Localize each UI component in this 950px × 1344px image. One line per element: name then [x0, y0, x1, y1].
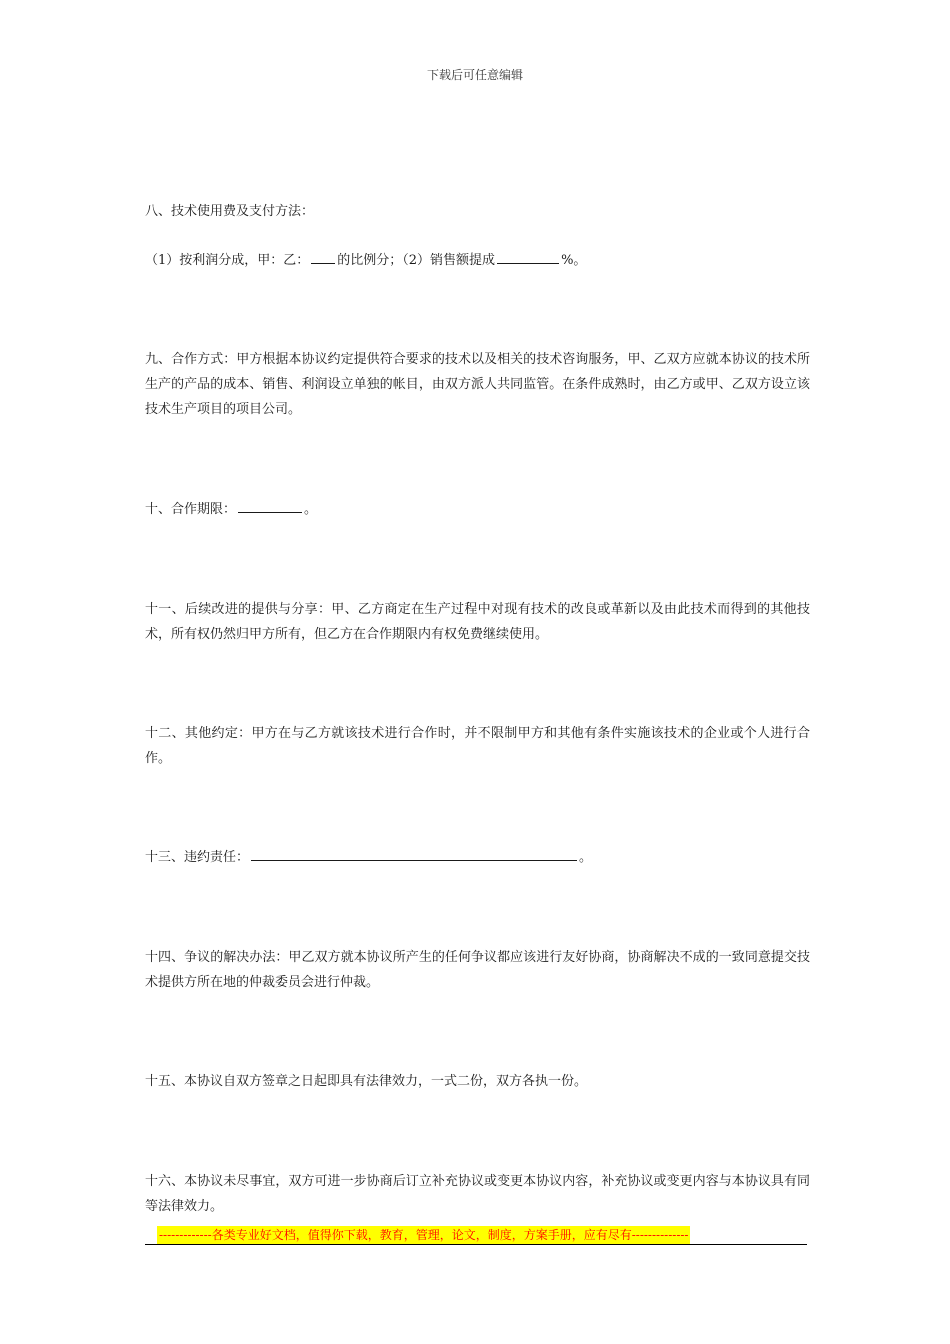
- section-14: 十四、争议的解决办法：甲乙双方就本协议所产生的任何争议都应该进行友好协商，协商解决不成的一致同意提交技术提供方所在地的仲裁委员会进行仲裁。: [145, 950, 810, 990]
- period-blank[interactable]: [238, 498, 302, 513]
- section-13-end: 。: [579, 850, 593, 865]
- profit-share-label: （1）按利润分成，甲：乙：: [145, 253, 310, 268]
- percent-suffix: %。: [561, 253, 587, 268]
- section-8-title: 八、技术使用费及支付方法：: [145, 204, 315, 219]
- section-10-end: 。: [304, 502, 318, 517]
- commission-blank[interactable]: [497, 249, 559, 264]
- section-9: 九、合作方式：甲方根据本协议约定提供符合要求的技术以及相关的技术咨询服务，甲、乙双方应就本协议的技术所生产的产品的成本、销售、利润设立单独的帐目，由双方派人共同监管。在条件成熟时，由乙方或甲、乙双方设立该技术生产项目的项目公司。: [145, 352, 810, 417]
- breach-liability-label: 十三、违约责任：: [145, 850, 250, 865]
- section-11: 十一、后续改进的提供与分享：甲、乙方商定在生产过程中对现有技术的改良或革新以及由此技术而得到的其他技术，所有权仍然归甲方所有，但乙方在合作期限内有权免费继续使用。: [145, 602, 810, 642]
- section-13: [145, 845, 810, 870]
- ratio-blank[interactable]: [311, 249, 335, 264]
- section-8-payment-line: [145, 248, 810, 273]
- sales-commission-label: 的比例分；（2）销售额提成: [337, 253, 496, 268]
- liability-blank[interactable]: [251, 846, 577, 861]
- footer-divider: [145, 1244, 807, 1245]
- section-15: 十五、本协议自双方签章之日起即具有法律效力，一式二份，双方各执一份。: [145, 1074, 588, 1089]
- footer-banner: -------------各类专业好文档，值得你下载，教育，管理，论文，制度，方案手册，应有尽有--------------: [159, 1228, 689, 1242]
- page-header: 下载后可任意编辑: [426, 68, 523, 82]
- cooperation-period-label: 十、合作期限：: [145, 502, 237, 517]
- section-10: [145, 497, 810, 522]
- section-16: 十六、本协议未尽事宜，双方可进一步协商后订立补充协议或变更本协议内容，补充协议或变更内容与本协议具有同等法律效力。: [145, 1174, 810, 1214]
- section-12: 十二、其他约定：甲方在与乙方就该技术进行合作时，并不限制甲方和其他有条件实施该技术的企业或个人进行合作。: [145, 726, 810, 766]
